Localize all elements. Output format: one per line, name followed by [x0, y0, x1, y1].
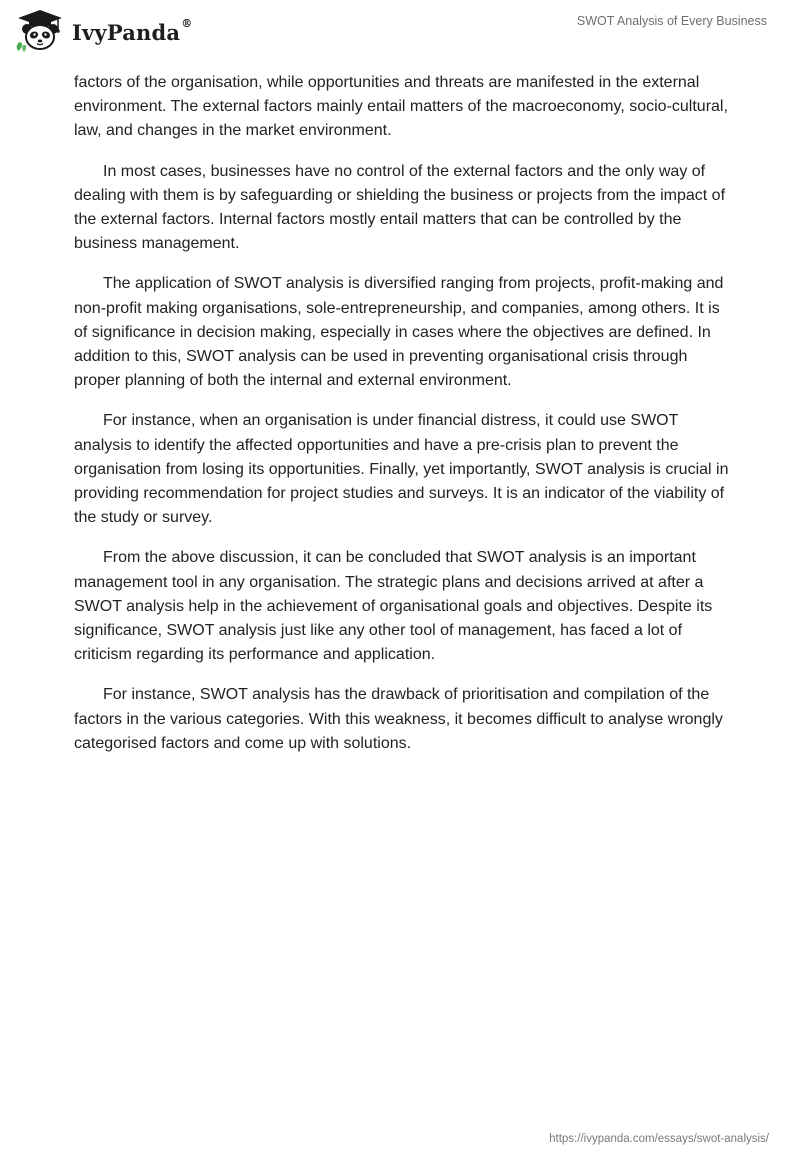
- brand-logo[interactable]: [14, 8, 192, 52]
- paragraph: From the above discussion, it can be concluded that SWOT analysis is an important management tool in any organisation. The strategic plans and decisions arrived at after a SWOT analysis help in the achievement of organisational goals and objectives. Despite its significance, SWOT analysis just like any other tool of management, has faced a lot of criticism regarding its performance and application.: [74, 549, 713, 664]
- paragraph: The application of SWOT analysis is diversified ranging from projects, profit-making and non-profit making organisations, sole-entrepreneurship, and companies, among others. It is of significance in decision making, especially in cases where the objectives are defined. In addition to this, SWOT analysis can be used in preventing organisational crisis through proper planning of both the internal and external environment.: [74, 275, 724, 390]
- paragraph: For instance, SWOT analysis has the drawback of prioritisation and compilation of the factors in the various categories. With this weakness, it becomes difficult to analyse wrongly categorised factors and come up with solutions.: [74, 686, 723, 752]
- paragraph: In most cases, businesses have no control of the external factors and the only way of dealing with them is by safeguarding or shielding the business or projects from the impact of the external factors. Internal factors mostly entail matters that can be controlled by the business management.: [74, 162, 726, 253]
- registered-mark: ®: [181, 16, 193, 30]
- document-title: SWOT Analysis of Every Business: [576, 14, 767, 28]
- brand-name: IvyPanda®: [72, 16, 193, 45]
- source-url-link[interactable]: https://ivypanda.com/essays/swot-analysis/: [549, 1133, 769, 1145]
- panda-graduation-cap-icon: [14, 8, 66, 52]
- page-header: [0, 0, 800, 62]
- essay-body: [74, 71, 734, 772]
- paragraph: For instance, when an organisation is under financial distress, it could use SWOT analysis to identify the affected opportunities and have a pre-crisis plan to prevent the organisation from losing its opportunities. Finally, yet importantly, SWOT analysis is crucial in providing recommendation for project studies and surveys. It is an indicator of the viability of the study or survey.: [74, 412, 729, 527]
- paragraph: factors of the organisation, while opportunities and threats are manifested in the external environment. The external factors mainly entail matters of the macroeconomy, socio-cultural, law, and changes in the market environment.: [74, 74, 728, 140]
